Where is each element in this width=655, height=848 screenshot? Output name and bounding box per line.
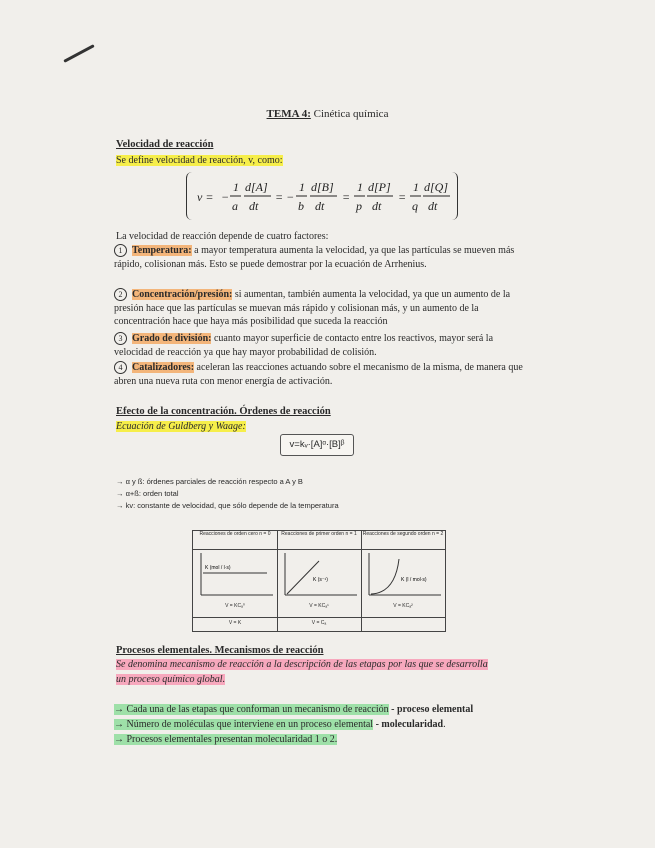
svg-text:1: 1 <box>357 180 363 194</box>
title-name: Cinética química <box>313 108 389 120</box>
note-item: → α+ß: orden total <box>116 489 179 498</box>
pen-mark <box>63 44 94 63</box>
order-zero-column: Reacciones de orden cero n = 0 K (mol / l·s) V = KCₐ⁰ V = K <box>193 531 278 631</box>
mecanismo-definition: Se denomina mecanismo de reacción a la descripción de las etapas por las que se desarrolla <box>116 659 488 670</box>
factors-intro: La velocidad de reacción depende de cuatro factores: <box>116 231 329 242</box>
reaction-order-table <box>192 530 446 632</box>
svg-text:d[B]: d[B] <box>311 180 334 194</box>
svg-text:q: q <box>412 199 418 213</box>
svg-text:dt: dt <box>249 199 259 213</box>
section-heading-concentracion: Efecto de la concentración. Órdenes de reacción <box>116 406 331 417</box>
section-heading-velocidad: Velocidad de reacción <box>116 139 214 150</box>
bullet-item: → Cada una de las etapas que conforman un mecanismo de reacción - proceso elemental <box>114 704 474 715</box>
svg-text:p: p <box>356 199 362 213</box>
svg-text:−: − <box>221 190 230 204</box>
factor-item: 4 Catalizadores: aceleran las reacciones actuando sobre el mecanismo de la misma, de manera que abren una nueva ruta con menor energía de activación. <box>114 362 523 387</box>
order-one-column: Reacciones de primer orden n = 1 K (s⁻¹) V = KCₐ¹ V = Cₐ <box>277 531 362 631</box>
svg-text:=: = <box>342 190 351 204</box>
svg-text:d[P]: d[P] <box>368 180 391 194</box>
svg-text:K (s⁻¹): K (s⁻¹) <box>313 577 328 583</box>
order-two-graph <box>361 549 445 603</box>
svg-text:b: b <box>298 199 304 213</box>
rate-formula-svg <box>187 172 457 220</box>
section-heading-procesos: Procesos elementales. Mecanismos de reacción <box>116 645 324 656</box>
svg-text:K (mol / l·s): K (mol / l·s) <box>205 565 231 571</box>
svg-text:1: 1 <box>299 180 305 194</box>
svg-text:v =: v = <box>197 190 214 204</box>
page-title: TEMA 4: Cinética química <box>266 108 389 120</box>
svg-text:1: 1 <box>233 180 239 194</box>
velocidad-intro: Se define velocidad de reacción, v, como: <box>116 155 283 166</box>
svg-text:a: a <box>232 199 238 213</box>
svg-text:=: = <box>398 190 407 204</box>
factor-item: 1 Temperatura: a mayor temperatura aumenta la velocidad, ya que las partículas se mueven más rápido, colisionan más. Esto se puede demostrar por la ecuación de Arrhenius. <box>114 245 515 270</box>
note-item: → kv: constante de velocidad, que sólo depende de la temperatura <box>116 501 339 510</box>
svg-text:d[A]: d[A] <box>245 180 268 194</box>
svg-text:dt: dt <box>315 199 325 213</box>
svg-text:d[Q]: d[Q] <box>424 180 449 194</box>
order-zero-graph <box>193 549 277 603</box>
note-item: → α y ß: órdenes parciales de reacción respecto a A y B <box>116 477 303 486</box>
svg-text:dt: dt <box>372 199 382 213</box>
mecanismo-definition-cont: un proceso químico global. <box>116 674 226 685</box>
svg-text:1: 1 <box>413 180 419 194</box>
svg-text:K (l / mol·s): K (l / mol·s) <box>401 577 427 583</box>
guldberg-waage-heading: Ecuación de Guldberg y Waage: <box>116 421 246 432</box>
rate-law-equation: v=kᵥ·[A]ᵅ·[B]ᵝ <box>280 434 354 456</box>
order-two-column: Reacciones de segundo orden n = 2 K (l / mol·s) V = KCₐ² <box>361 531 445 631</box>
svg-text:= −: = − <box>275 190 295 204</box>
svg-text:dt: dt <box>428 199 438 213</box>
order-one-graph <box>277 549 361 603</box>
factor-item: 3 Grado de división: cuanto mayor superficie de contacto entre los reactivos, mayor será la velocidad de reacción ya que hay mayor probabilidad de colisión. <box>114 333 494 358</box>
bullet-item: → Número de moléculas que interviene en un proceso elemental - molecularidad. <box>114 719 446 730</box>
factor-item: 2 Concentración/presión: si aumentan, también aumenta la velocidad, ya que un aumento de la presión hace que las partículas se muevan más rápido y colisionan más, y un aumento de la concentración hace que haya más posibilidad que suceda la reacción <box>114 289 511 327</box>
bullet-item: → Procesos elementales presentan molecularidad 1 o 2. <box>114 734 338 745</box>
rate-formula <box>186 172 458 220</box>
